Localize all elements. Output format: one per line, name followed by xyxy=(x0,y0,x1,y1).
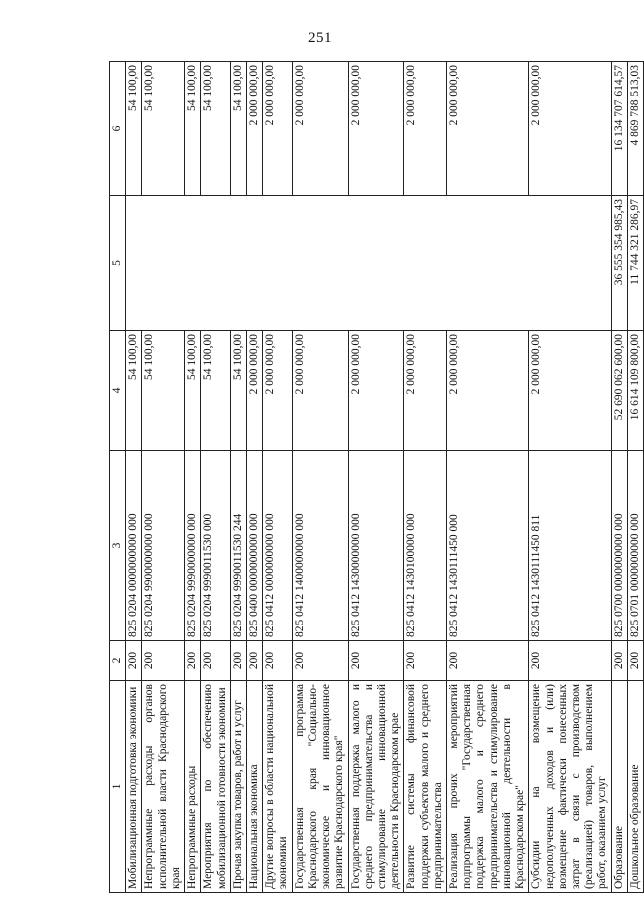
row-name: Развитие системы финансовой поддержки субъектов малого и среднего предпринимательства xyxy=(404,681,447,893)
row-code: 200 xyxy=(246,641,262,681)
table-row xyxy=(627,62,643,893)
table-row xyxy=(292,62,348,893)
row-col5 xyxy=(529,196,611,331)
row-col6: 2 000 000,00 xyxy=(292,62,348,196)
row-col5 xyxy=(142,196,185,331)
row-kbk: 825 0412 1430100000 000 xyxy=(404,451,447,641)
row-col6: 2 000 000,00 xyxy=(263,62,292,196)
row-code: 200 xyxy=(529,641,611,681)
row-kbk: 825 0204 9900000000 000 xyxy=(142,451,185,641)
row-name: Непрограммные расходы xyxy=(185,681,201,893)
table-row xyxy=(230,62,246,893)
table-container xyxy=(109,62,641,893)
row-col5: 11 744 321 286,97 xyxy=(627,196,643,331)
row-col6: 2 000 000,00 xyxy=(404,62,447,196)
row-col5 xyxy=(263,196,292,331)
row-name: Другие вопросы в области национальной экономики xyxy=(263,681,292,893)
row-col4: 2 000 000,00 xyxy=(246,331,262,451)
row-kbk: 825 0412 0000000000 000 xyxy=(263,451,292,641)
header-col-3: 3 xyxy=(110,451,126,641)
header-col-5: 5 xyxy=(110,196,126,331)
row-kbk: 825 0701 0000000000 000 xyxy=(627,451,643,641)
row-col4: 2 000 000,00 xyxy=(529,331,611,451)
row-col4: 2 000 000,00 xyxy=(263,331,292,451)
row-code: 200 xyxy=(611,641,627,681)
row-col4: 16 614 109 800,00 xyxy=(627,331,643,451)
row-kbk: 825 0412 1400000000 000 xyxy=(292,451,348,641)
row-col6: 2 000 000,00 xyxy=(348,62,404,196)
table-row xyxy=(185,62,201,893)
row-col5: 36 555 354 985,43 xyxy=(611,196,627,331)
row-col6: 54 100,00 xyxy=(126,62,142,196)
row-col5 xyxy=(126,196,142,331)
row-name: Мобилизационная подготовка экономики xyxy=(126,681,142,893)
row-code: 200 xyxy=(292,641,348,681)
header-col-1: 1 xyxy=(110,681,126,893)
row-kbk: 825 0204 0000000000 000 xyxy=(126,451,142,641)
table-row xyxy=(263,62,292,893)
row-name: Образование xyxy=(611,681,627,893)
row-name: Дошкольное образование xyxy=(627,681,643,893)
row-name: Национальная экономика xyxy=(246,681,262,893)
row-col4: 54 100,00 xyxy=(230,331,246,451)
table-row xyxy=(611,62,627,893)
table-row xyxy=(348,62,404,893)
row-col4: 54 100,00 xyxy=(201,331,230,451)
row-name: Мероприятия по обеспечению мобилизационной готовности экономики xyxy=(201,681,230,893)
table-row xyxy=(126,62,142,893)
header-col-6: 6 xyxy=(110,62,126,196)
row-col4: 2 000 000,00 xyxy=(292,331,348,451)
row-name: Субсидии на возмещение недополученных доходов и (или) возмещение фактически понесенных затрат в связи с производством (реализацией) товаров, выполнением работ, оказанием услуг xyxy=(529,681,611,893)
row-col6: 16 134 707 614,57 xyxy=(611,62,627,196)
row-col6: 54 100,00 xyxy=(142,62,185,196)
budget-table xyxy=(109,61,644,893)
row-col4: 54 100,00 xyxy=(142,331,185,451)
table-row xyxy=(529,62,611,893)
row-kbk: 825 0400 0000000000 000 xyxy=(246,451,262,641)
row-code: 200 xyxy=(201,641,230,681)
row-kbk: 825 0412 1430000000 000 xyxy=(348,451,404,641)
row-col4: 54 100,00 xyxy=(185,331,201,451)
table-row xyxy=(142,62,185,893)
row-kbk: 825 0204 9990000000 000 xyxy=(185,451,201,641)
table-row xyxy=(404,62,447,893)
row-col5 xyxy=(230,196,246,331)
row-col5 xyxy=(447,196,529,331)
row-name: Государственная программа Краснодарского края "Социально-экономическое и инновационное развитие Краснодарского края" xyxy=(292,681,348,893)
row-col6: 54 100,00 xyxy=(185,62,201,196)
row-code: 200 xyxy=(263,641,292,681)
rotated-page-content xyxy=(109,62,641,893)
row-col5 xyxy=(292,196,348,331)
row-code: 200 xyxy=(627,641,643,681)
header-col-4: 4 xyxy=(110,331,126,451)
row-kbk: 825 0204 9990011530 244 xyxy=(230,451,246,641)
page-number: 251 xyxy=(308,30,332,46)
row-kbk: 825 0412 1430111450 811 xyxy=(529,451,611,641)
table-row xyxy=(246,62,262,893)
row-col5 xyxy=(348,196,404,331)
row-col4: 2 000 000,00 xyxy=(348,331,404,451)
row-code: 200 xyxy=(142,641,185,681)
row-col5 xyxy=(246,196,262,331)
row-col5 xyxy=(201,196,230,331)
row-name: Государственная поддержка малого и среднего предпринимательства и стимулирование инновационной деятельности в Краснодарском крае xyxy=(348,681,404,893)
row-code: 200 xyxy=(348,641,404,681)
row-col6: 54 100,00 xyxy=(230,62,246,196)
row-col4: 2 000 000,00 xyxy=(404,331,447,451)
row-kbk: 825 0700 0000000000 000 xyxy=(611,451,627,641)
row-col6: 2 000 000,00 xyxy=(529,62,611,196)
row-col4: 2 000 000,00 xyxy=(447,331,529,451)
row-name: Непрограммные расходы органов исполнительной власти Краснодарского края xyxy=(142,681,185,893)
row-kbk: 825 0412 1430111450 000 xyxy=(447,451,529,641)
table-row xyxy=(201,62,230,893)
row-code: 200 xyxy=(447,641,529,681)
row-col6: 2 000 000,00 xyxy=(246,62,262,196)
row-name: Прочая закупка товаров, работ и услуг xyxy=(230,681,246,893)
row-code: 200 xyxy=(404,641,447,681)
row-col4: 52 690 062 600,00 xyxy=(611,331,627,451)
row-code: 200 xyxy=(230,641,246,681)
row-code: 200 xyxy=(126,641,142,681)
row-col6: 54 100,00 xyxy=(201,62,230,196)
table-row xyxy=(447,62,529,893)
row-col5 xyxy=(404,196,447,331)
row-col6: 2 000 000,00 xyxy=(447,62,529,196)
row-name: Реализация прочих мероприятий подпрограммы "Государственная поддержка малого и среднего предпринимательства и стимулирование инновационной деятельности в Краснодарском крае" xyxy=(447,681,529,893)
row-col6: 4 869 788 513,03 xyxy=(627,62,643,196)
row-col5 xyxy=(185,196,201,331)
row-code: 200 xyxy=(185,641,201,681)
row-kbk: 825 0204 9990011530 000 xyxy=(201,451,230,641)
row-col4: 54 100,00 xyxy=(126,331,142,451)
header-col-2: 2 xyxy=(110,641,126,681)
table-header-row xyxy=(110,62,126,893)
